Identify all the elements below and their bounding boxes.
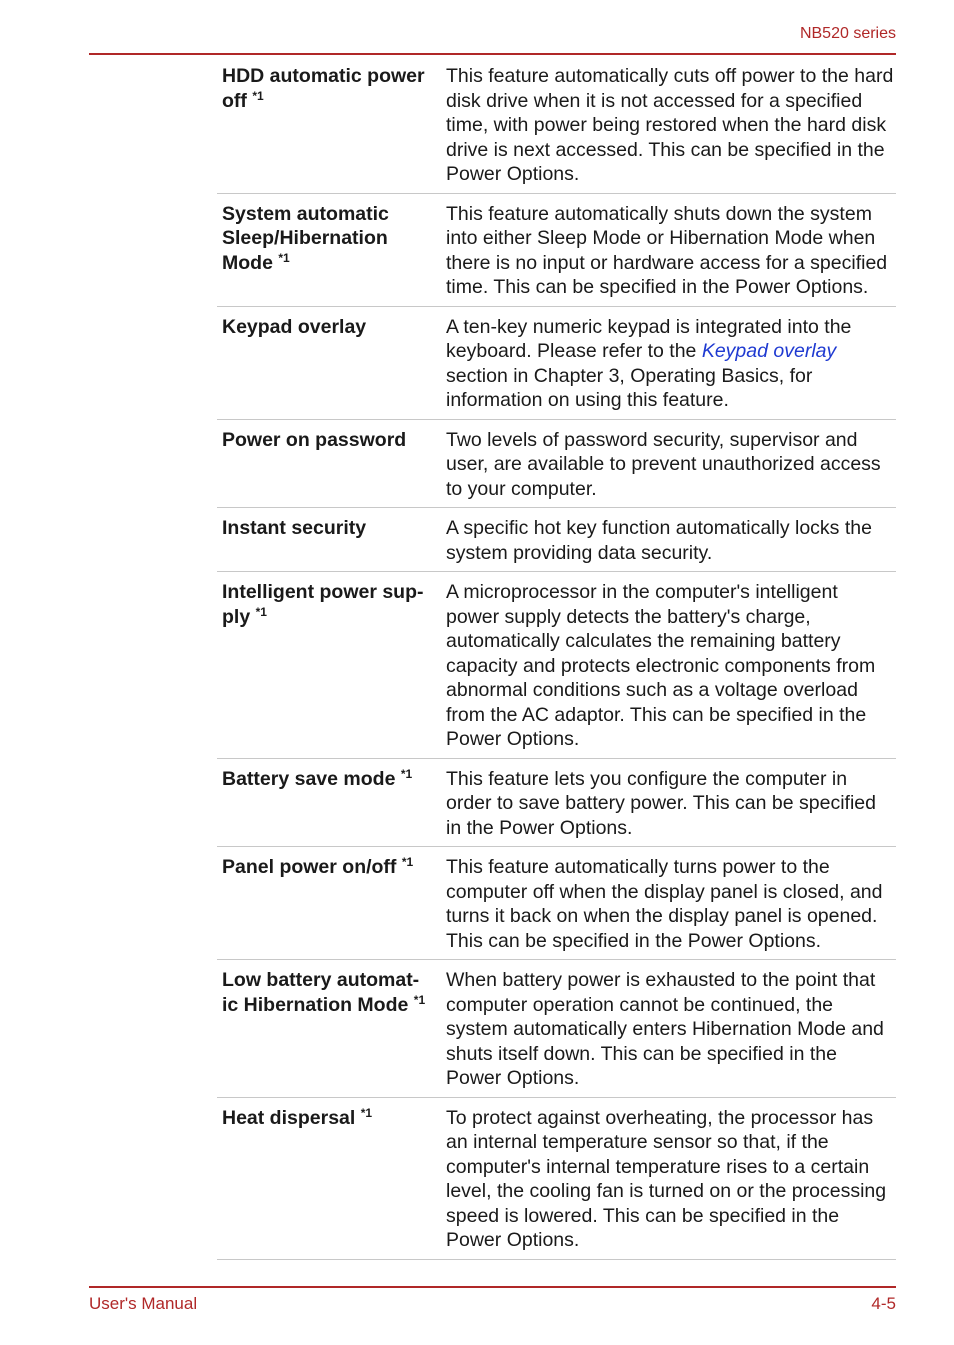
feature-term: Low battery automat-ic Hibernation Mode $^{*1}$ xyxy=(222,969,426,1016)
feature-row xyxy=(217,64,896,194)
feature-description: A specific hot key function automatically locks the system providing data security. xyxy=(446,517,872,564)
feature-description: This feature lets you configure the computer in order to save battery power. This can be specified in the Power Options. xyxy=(446,767,876,839)
feature-table xyxy=(217,64,896,1268)
feature-row xyxy=(217,767,896,848)
feature-row xyxy=(217,428,896,509)
feature-row xyxy=(217,516,896,572)
footer-manual-title: User's Manual xyxy=(89,1294,198,1313)
feature-term: Power on password xyxy=(222,428,407,451)
feature-row xyxy=(217,580,896,759)
footer-divider xyxy=(89,1286,896,1288)
feature-row xyxy=(217,1106,896,1260)
feature-description: This feature automatically cuts off power to the hard disk drive when it is not accessed for a specified time, with power being restored when the hard disk drive is next accessed. This can be specified in the Power Options. xyxy=(446,65,894,185)
feature-description: When battery power is exhausted to the point that computer operation cannot be continued, the system automatically enters Hibernation Mode and shuts itself down. This can be specified in the Power Options. xyxy=(446,969,884,1089)
feature-term: Instant security xyxy=(222,517,367,539)
feature-term: System automatic Sleep/Hibernation Mode $^{*1}$ xyxy=(222,202,389,274)
page-number: 4-5 xyxy=(871,1294,896,1313)
feature-description: A microprocessor in the computer's intelligent power supply detects the battery's charge, automatically calculates the remaining battery capacity and protects electronic components from abnormal conditions such as a voltage overload from the AC adaptor. This can be specified in the Power Options. xyxy=(446,581,876,750)
feature-term: Keypad overlay xyxy=(222,315,367,338)
feature-term: HDD automatic power off $^{*1}$ xyxy=(222,65,425,112)
feature-term: Heat dispersal $^{*1}$ xyxy=(222,1105,373,1129)
feature-row xyxy=(217,855,896,960)
feature-row xyxy=(217,968,896,1098)
feature-description: To protect against overheating, the processor has an internal temperature sensor so that, if the computer's internal temperature rises to a certain level, the cooling fan is turned on or the processing speed is lowered. This can be specified in the Power Options. xyxy=(446,1106,887,1251)
keypad-overlay-link[interactable]: Keypad overlay xyxy=(701,340,837,362)
header-divider xyxy=(89,53,896,55)
header-series-title: NB520 series xyxy=(799,25,896,42)
feature-term: Panel power on/off $^{*1}$ xyxy=(222,855,414,878)
feature-description: A ten-key numeric keypad is integrated into the keyboard. Please refer to the Keypad overlay section in Chapter 3, Operating Basics, for information on using this feature. xyxy=(446,315,852,411)
feature-row xyxy=(217,202,896,307)
feature-description: Two levels of password security, supervisor and user, are available to prevent unauthorized access to your computer. xyxy=(446,428,881,500)
feature-description: This feature automatically turns power to the computer off when the display panel is closed, and turns it back on when the display panel is opened. This can be specified in the Power Options. xyxy=(446,856,883,952)
feature-term: Intelligent power sup-ply $^{*1}$ xyxy=(222,581,424,628)
feature-term: Battery save mode $^{*1}$ xyxy=(222,766,413,790)
feature-row xyxy=(217,315,896,420)
feature-description: This feature automatically shuts down the system into either Sleep Mode or Hibernation Mode when there is no input or hardware access for a specified time. This can be specified in the Power Options. xyxy=(446,202,888,298)
